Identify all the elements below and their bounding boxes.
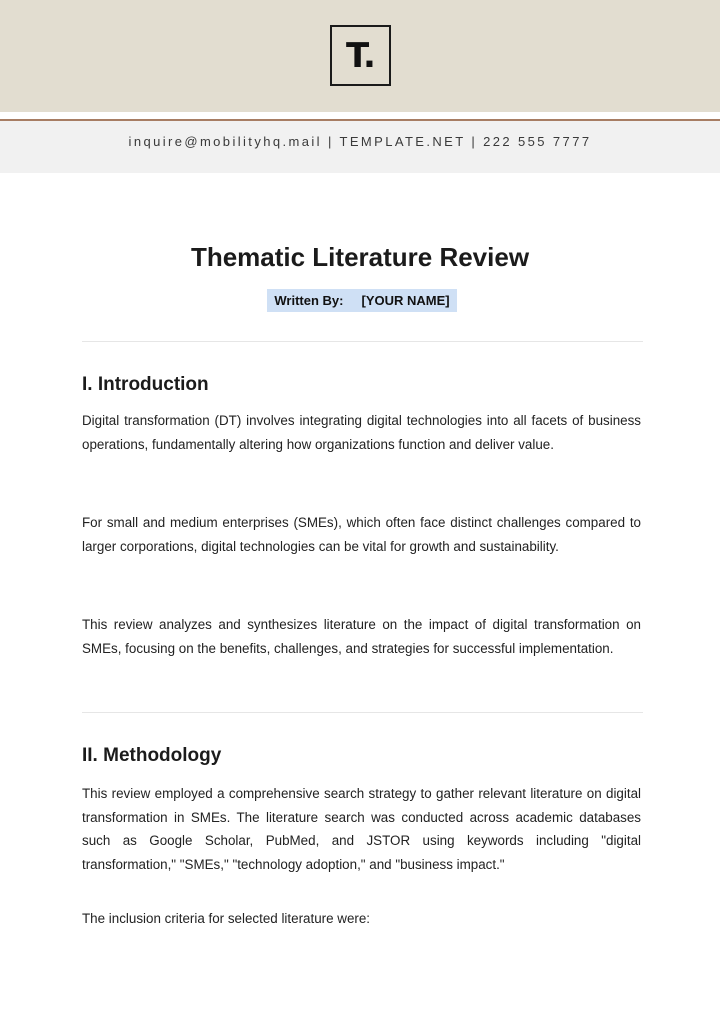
section-heading-introduction: I. Introduction [82,374,209,395]
section-divider [82,341,643,342]
section-divider [82,712,643,713]
intro-paragraph-1: Digital transformation (DT) involves integrating digital technologies into all facets of business operations, fundamentally altering how organizations function and deliver value. [82,413,641,452]
contact-info: inquire@mobilityhq.mail | TEMPLATE.NET | 222 555 7777 [128,134,592,149]
author-label: Written By: [274,293,344,308]
document-title: Thematic Literature Review [190,242,530,272]
intro-paragraph-3: This review analyzes and synthesizes literature on the impact of digital transformation on SMEs, focusing on the benefits, challenges, and strategies for successful implementation. [82,617,641,656]
logo-letter: T. [346,35,375,76]
methodology-paragraph-1: This review employed a comprehensive search strategy to gather relevant literature on digital transformation in SMEs. The literature search was conducted across academic databases such as Google Scholar, PubMed, and JSTOR using keywords including "digital transformation," "SMEs," "technology adoption," and "business impact." [82,786,641,872]
methodology-paragraph-2: The inclusion criteria for selected literature were: [82,911,371,926]
section-heading-methodology: II. Methodology [82,745,222,766]
logo [330,25,391,86]
author-line [267,289,457,312]
intro-paragraph-2: For small and medium enterprises (SMEs), which often face distinct challenges compared to larger corporations, digital technologies can be vital for growth and sustainability. [82,515,641,554]
author-name: [YOUR NAME] [361,293,450,308]
